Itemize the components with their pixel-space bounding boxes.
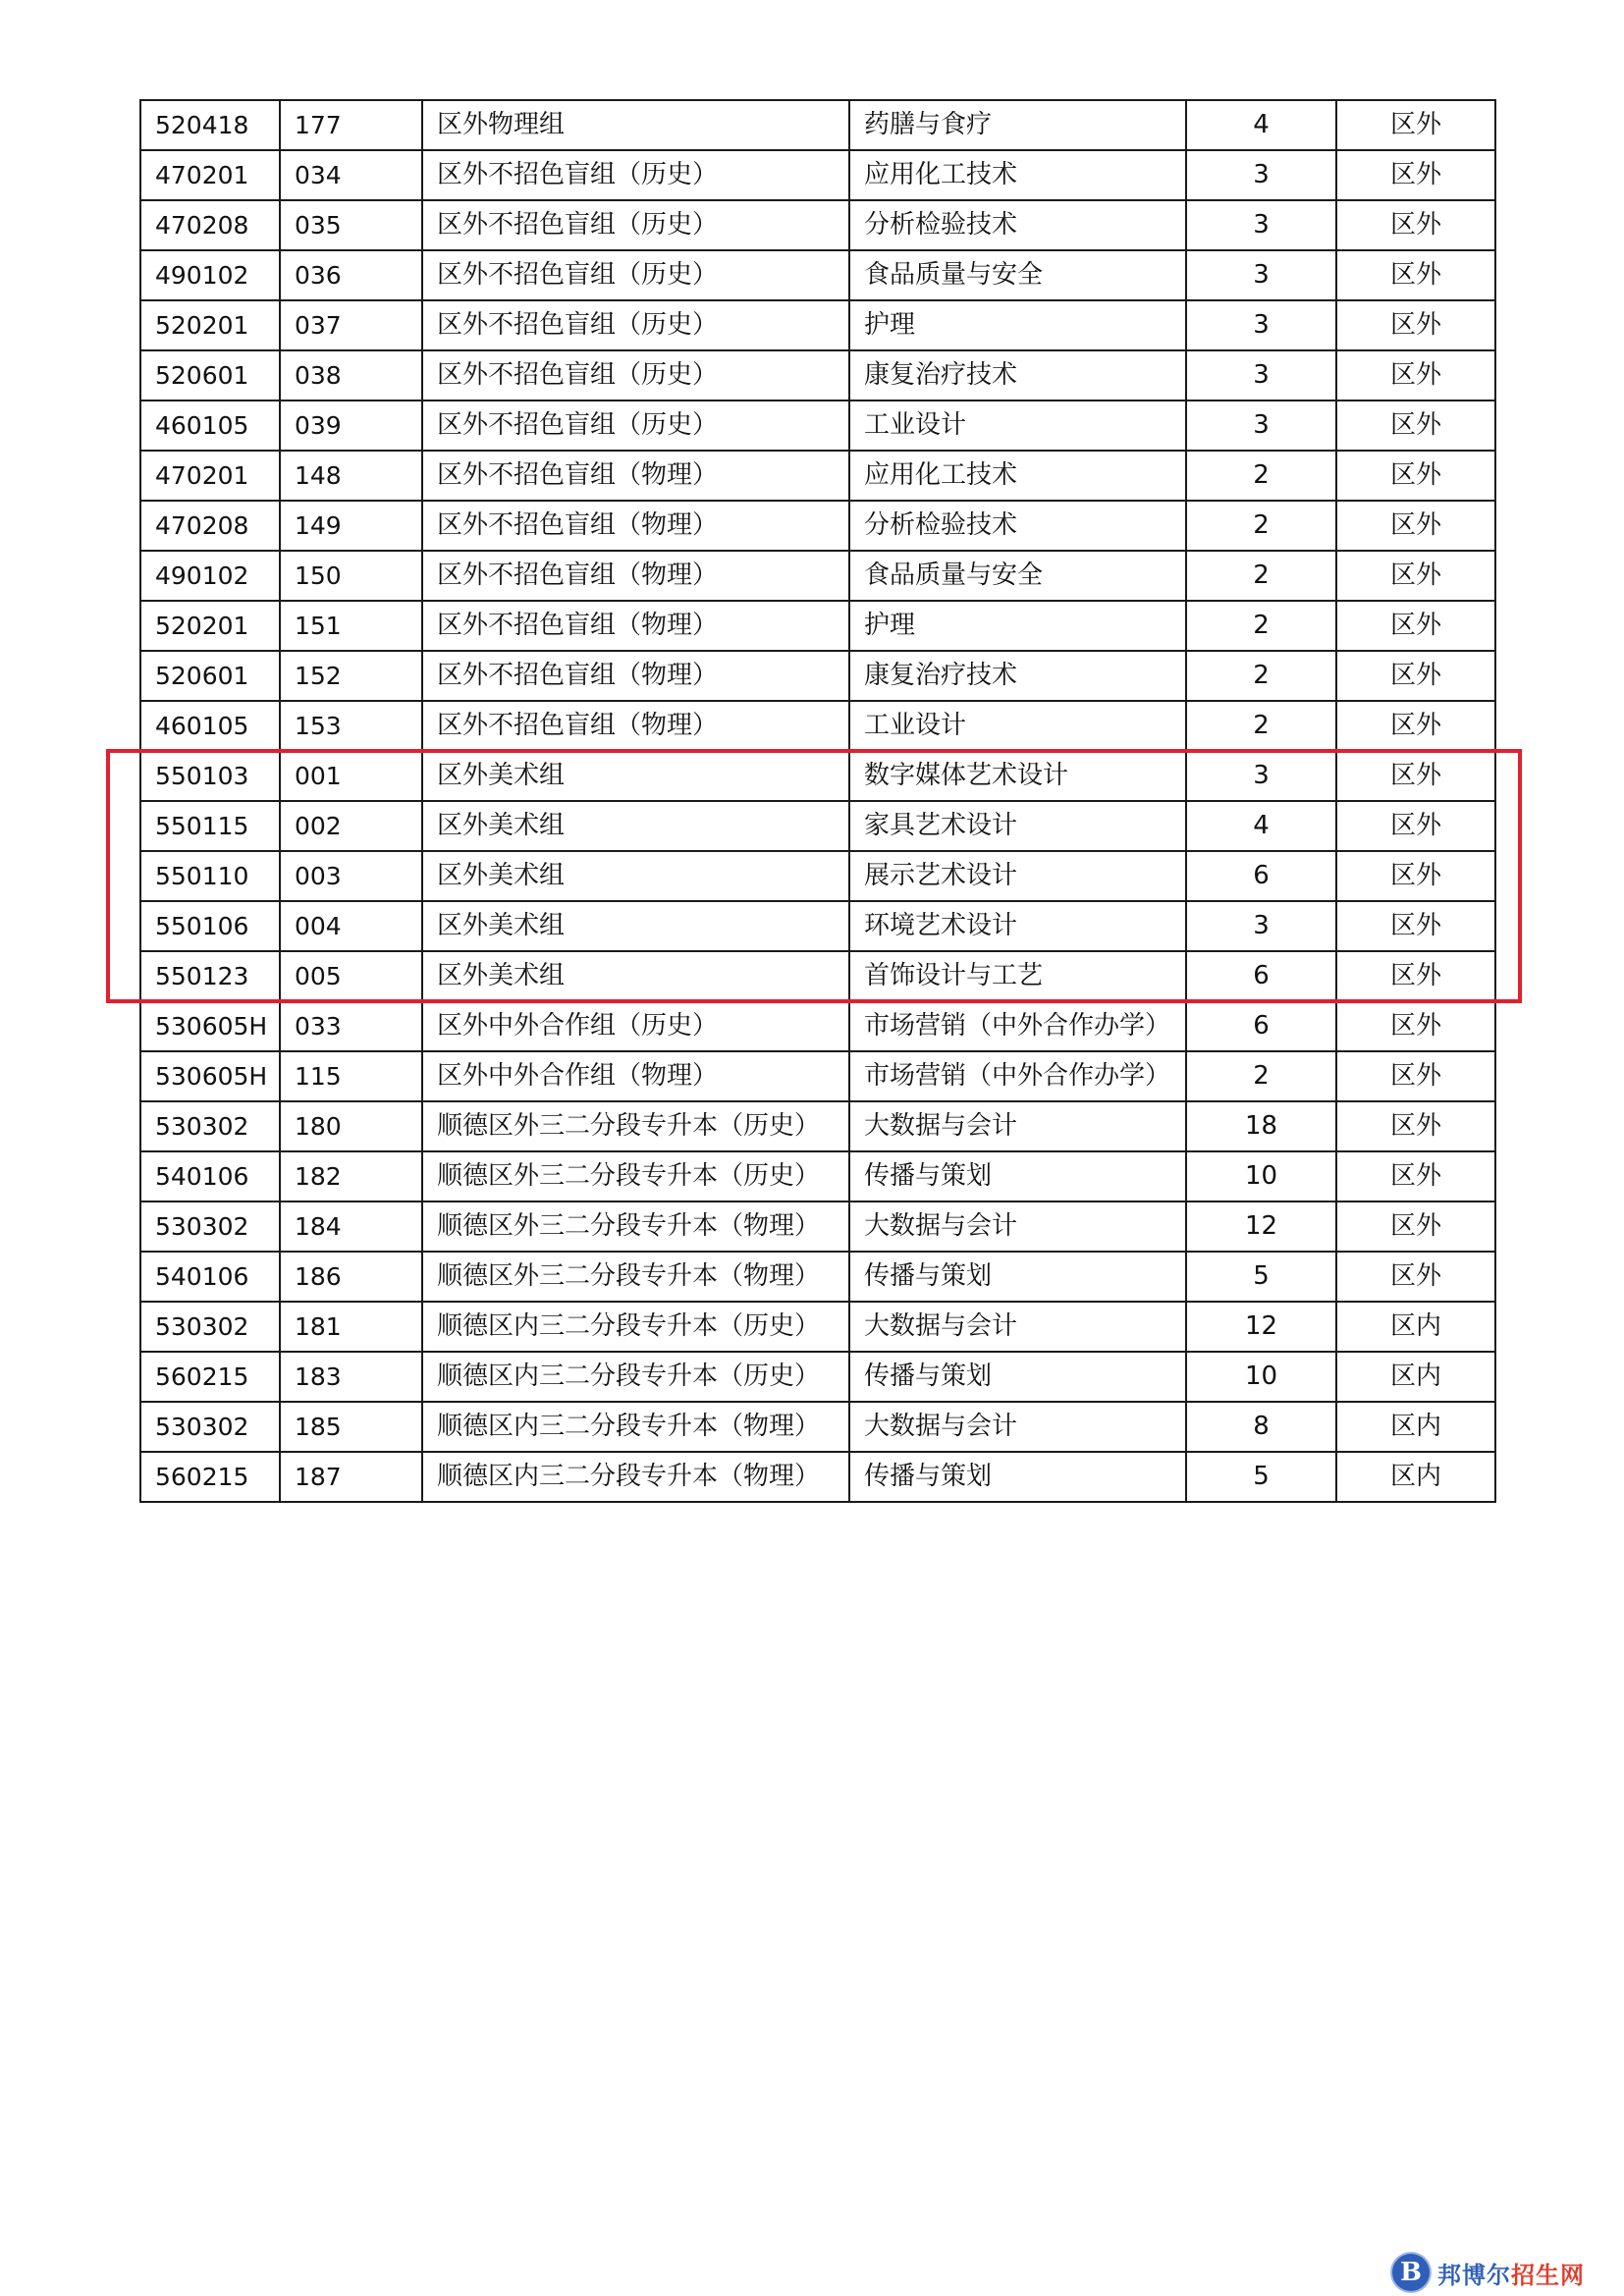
cell-group-code: 153 <box>280 701 422 751</box>
cell-group-code: 185 <box>280 1402 422 1452</box>
cell-plan-count: 3 <box>1186 350 1336 400</box>
table-row <box>140 951 1495 1001</box>
cell-major-name: 护理 <box>849 601 1186 651</box>
cell-group-code: 038 <box>280 350 422 400</box>
cell-plan-count: 3 <box>1186 150 1336 200</box>
cell-group-name: 顺德区外三二分段专升本（物理） <box>422 1252 849 1302</box>
cell-group-code: 034 <box>280 150 422 200</box>
cell-major-name: 药膳与食疗 <box>849 100 1186 150</box>
cell-group-code: 177 <box>280 100 422 150</box>
cell-group-code: 186 <box>280 1252 422 1302</box>
cell-group-name: 区外美术组 <box>422 951 849 1001</box>
table-row <box>140 1151 1495 1201</box>
cell-major-name: 数字媒体艺术设计 <box>849 751 1186 801</box>
cell-region: 区外 <box>1336 300 1495 350</box>
cell-region: 区外 <box>1336 200 1495 250</box>
cell-region: 区外 <box>1336 801 1495 851</box>
cell-major-name: 康复治疗技术 <box>849 350 1186 400</box>
cell-plan-count: 8 <box>1186 1402 1336 1452</box>
cell-group-name: 区外不招色盲组（物理） <box>422 551 849 601</box>
cell-group-code: 182 <box>280 1151 422 1201</box>
cell-group-name: 顺德区外三二分段专升本（历史） <box>422 1101 849 1151</box>
cell-major-name: 大数据与会计 <box>849 1402 1186 1452</box>
cell-major-code: 530302 <box>140 1402 280 1452</box>
cell-major-name: 传播与策划 <box>849 1352 1186 1402</box>
cell-plan-count: 3 <box>1186 200 1336 250</box>
cell-major-code: 460105 <box>140 701 280 751</box>
cell-group-name: 区外不招色盲组（历史） <box>422 150 849 200</box>
cell-major-name: 护理 <box>849 300 1186 350</box>
table-row <box>140 901 1495 951</box>
cell-region: 区外 <box>1336 951 1495 1001</box>
table-row <box>140 851 1495 901</box>
cell-group-code: 181 <box>280 1302 422 1352</box>
cell-group-name: 区外美术组 <box>422 851 849 901</box>
table-row <box>140 801 1495 851</box>
cell-plan-count: 3 <box>1186 901 1336 951</box>
cell-group-code: 001 <box>280 751 422 801</box>
table-row <box>140 300 1495 350</box>
cell-group-code: 184 <box>280 1201 422 1252</box>
cell-major-code: 530605H <box>140 1001 280 1051</box>
table-row <box>140 250 1495 300</box>
table-row <box>140 1452 1495 1502</box>
cell-major-name: 首饰设计与工艺 <box>849 951 1186 1001</box>
table-row <box>140 451 1495 501</box>
cell-plan-count: 3 <box>1186 300 1336 350</box>
cell-plan-count: 6 <box>1186 851 1336 901</box>
cell-group-code: 035 <box>280 200 422 250</box>
cell-region: 区内 <box>1336 1402 1495 1452</box>
cell-group-name: 区外美术组 <box>422 801 849 851</box>
cell-major-code: 520601 <box>140 350 280 400</box>
cell-major-code: 520418 <box>140 100 280 150</box>
cell-group-code: 180 <box>280 1101 422 1151</box>
cell-plan-count: 10 <box>1186 1151 1336 1201</box>
cell-group-name: 区外不招色盲组（物理） <box>422 601 849 651</box>
cell-group-name: 区外不招色盲组（物理） <box>422 451 849 501</box>
cell-plan-count: 5 <box>1186 1452 1336 1502</box>
cell-group-name: 顺德区内三二分段专升本（物理） <box>422 1402 849 1452</box>
cell-plan-count: 2 <box>1186 1051 1336 1101</box>
cell-major-code: 470208 <box>140 501 280 551</box>
cell-major-code: 540106 <box>140 1252 280 1302</box>
cell-major-name: 大数据与会计 <box>849 1302 1186 1352</box>
cell-group-name: 区外不招色盲组（历史） <box>422 350 849 400</box>
cell-group-name: 区外中外合作组（物理） <box>422 1051 849 1101</box>
table-row <box>140 501 1495 551</box>
cell-major-code: 530302 <box>140 1101 280 1151</box>
cell-region: 区内 <box>1336 1452 1495 1502</box>
b-circle-logo-icon: B <box>1392 2254 1430 2291</box>
cell-major-code: 460105 <box>140 400 280 451</box>
cell-region: 区外 <box>1336 1201 1495 1252</box>
cell-major-name: 应用化工技术 <box>849 150 1186 200</box>
cell-region: 区外 <box>1336 150 1495 200</box>
cell-group-code: 150 <box>280 551 422 601</box>
cell-region: 区外 <box>1336 100 1495 150</box>
cell-plan-count: 2 <box>1186 501 1336 551</box>
cell-major-code: 550110 <box>140 851 280 901</box>
cell-region: 区内 <box>1336 1302 1495 1352</box>
cell-region: 区内 <box>1336 1352 1495 1402</box>
cell-group-name: 区外不招色盲组（历史） <box>422 250 849 300</box>
cell-major-name: 家具艺术设计 <box>849 801 1186 851</box>
watermark-brand: 邦博尔 <box>1437 2261 1511 2289</box>
cell-group-name: 顺德区外三二分段专升本（历史） <box>422 1151 849 1201</box>
cell-major-code: 560215 <box>140 1352 280 1402</box>
cell-major-name: 传播与策划 <box>849 1252 1186 1302</box>
cell-group-name: 区外不招色盲组（历史） <box>422 400 849 451</box>
cell-group-name: 顺德区内三二分段专升本（历史） <box>422 1302 849 1352</box>
cell-major-code: 470201 <box>140 150 280 200</box>
table-row <box>140 1252 1495 1302</box>
table-body <box>140 100 1495 1502</box>
cell-major-name: 应用化工技术 <box>849 451 1186 501</box>
cell-group-name: 区外物理组 <box>422 100 849 150</box>
cell-major-code: 470201 <box>140 451 280 501</box>
cell-plan-count: 2 <box>1186 601 1336 651</box>
cell-major-code: 470208 <box>140 200 280 250</box>
cell-group-code: 039 <box>280 400 422 451</box>
cell-major-code: 540106 <box>140 1151 280 1201</box>
cell-group-name: 区外中外合作组（历史） <box>422 1001 849 1051</box>
cell-major-code: 490102 <box>140 551 280 601</box>
cell-group-name: 区外不招色盲组（历史） <box>422 200 849 250</box>
cell-region: 区外 <box>1336 851 1495 901</box>
cell-major-name: 大数据与会计 <box>849 1101 1186 1151</box>
cell-major-name: 传播与策划 <box>849 1151 1186 1201</box>
table-row <box>140 1101 1495 1151</box>
cell-plan-count: 2 <box>1186 551 1336 601</box>
cell-region: 区外 <box>1336 451 1495 501</box>
cell-major-code: 550103 <box>140 751 280 801</box>
table-row <box>140 1302 1495 1352</box>
cell-major-code: 530302 <box>140 1302 280 1352</box>
table-row <box>140 400 1495 451</box>
cell-group-code: 004 <box>280 901 422 951</box>
cell-plan-count: 3 <box>1186 250 1336 300</box>
cell-major-name: 分析检验技术 <box>849 501 1186 551</box>
cell-major-name: 康复治疗技术 <box>849 651 1186 701</box>
cell-region: 区外 <box>1336 751 1495 801</box>
cell-region: 区外 <box>1336 350 1495 400</box>
cell-group-name: 区外不招色盲组（历史） <box>422 300 849 350</box>
enrollment-plan-table <box>139 99 1496 1503</box>
table-row <box>140 551 1495 601</box>
cell-group-code: 033 <box>280 1001 422 1051</box>
cell-group-code: 152 <box>280 651 422 701</box>
cell-group-code: 151 <box>280 601 422 651</box>
cell-major-code: 560215 <box>140 1452 280 1502</box>
cell-region: 区外 <box>1336 1101 1495 1151</box>
cell-major-code: 550106 <box>140 901 280 951</box>
cell-region: 区外 <box>1336 551 1495 601</box>
cell-group-name: 顺德区内三二分段专升本（物理） <box>422 1452 849 1502</box>
cell-group-code: 036 <box>280 250 422 300</box>
cell-plan-count: 12 <box>1186 1302 1336 1352</box>
watermark-text <box>1437 2256 1585 2290</box>
cell-group-name: 区外美术组 <box>422 751 849 801</box>
cell-region: 区外 <box>1336 901 1495 951</box>
cell-group-code: 002 <box>280 801 422 851</box>
cell-region: 区外 <box>1336 1252 1495 1302</box>
cell-region: 区外 <box>1336 250 1495 300</box>
cell-group-code: 187 <box>280 1452 422 1502</box>
cell-major-name: 展示艺术设计 <box>849 851 1186 901</box>
cell-major-name: 环境艺术设计 <box>849 901 1186 951</box>
cell-plan-count: 3 <box>1186 751 1336 801</box>
table-row <box>140 651 1495 701</box>
table-row <box>140 200 1495 250</box>
cell-major-name: 市场营销（中外合作办学） <box>849 1051 1186 1101</box>
table-row <box>140 1051 1495 1101</box>
cell-group-name: 区外不招色盲组（物理） <box>422 701 849 751</box>
table-row <box>140 701 1495 751</box>
cell-region: 区外 <box>1336 1151 1495 1201</box>
cell-major-code: 520201 <box>140 601 280 651</box>
cell-major-name: 分析检验技术 <box>849 200 1186 250</box>
cell-major-name: 市场营销（中外合作办学） <box>849 1001 1186 1051</box>
cell-group-code: 183 <box>280 1352 422 1402</box>
cell-region: 区外 <box>1336 501 1495 551</box>
watermark <box>1392 2253 1585 2292</box>
cell-plan-count: 2 <box>1186 701 1336 751</box>
cell-group-code: 037 <box>280 300 422 350</box>
cell-region: 区外 <box>1336 701 1495 751</box>
cell-major-name: 工业设计 <box>849 400 1186 451</box>
cell-group-name: 区外美术组 <box>422 901 849 951</box>
cell-group-name: 顺德区内三二分段专升本（历史） <box>422 1352 849 1402</box>
cell-plan-count: 18 <box>1186 1101 1336 1151</box>
cell-plan-count: 4 <box>1186 100 1336 150</box>
cell-group-name: 区外不招色盲组（物理） <box>422 501 849 551</box>
cell-plan-count: 4 <box>1186 801 1336 851</box>
cell-major-code: 550123 <box>140 951 280 1001</box>
cell-group-code: 149 <box>280 501 422 551</box>
cell-group-code: 005 <box>280 951 422 1001</box>
table-row <box>140 350 1495 400</box>
table-row <box>140 100 1495 150</box>
cell-major-code: 530302 <box>140 1201 280 1252</box>
cell-group-code: 148 <box>280 451 422 501</box>
cell-plan-count: 3 <box>1186 400 1336 451</box>
cell-group-name: 区外不招色盲组（物理） <box>422 651 849 701</box>
cell-major-name: 大数据与会计 <box>849 1201 1186 1252</box>
cell-region: 区外 <box>1336 1051 1495 1101</box>
table-row <box>140 1201 1495 1252</box>
table-row <box>140 1352 1495 1402</box>
table-row <box>140 751 1495 801</box>
cell-plan-count: 5 <box>1186 1252 1336 1302</box>
cell-region: 区外 <box>1336 601 1495 651</box>
cell-plan-count: 12 <box>1186 1201 1336 1252</box>
cell-region: 区外 <box>1336 651 1495 701</box>
cell-region: 区外 <box>1336 1001 1495 1051</box>
cell-group-name: 顺德区外三二分段专升本（物理） <box>422 1201 849 1252</box>
cell-group-code: 115 <box>280 1051 422 1101</box>
cell-plan-count: 6 <box>1186 1001 1336 1051</box>
watermark-suffix: 招生网 <box>1511 2261 1585 2289</box>
cell-group-code: 003 <box>280 851 422 901</box>
cell-plan-count: 2 <box>1186 451 1336 501</box>
cell-plan-count: 2 <box>1186 651 1336 701</box>
cell-major-code: 550115 <box>140 801 280 851</box>
table-row <box>140 601 1495 651</box>
cell-major-name: 工业设计 <box>849 701 1186 751</box>
cell-plan-count: 6 <box>1186 951 1336 1001</box>
cell-region: 区外 <box>1336 400 1495 451</box>
cell-plan-count: 10 <box>1186 1352 1336 1402</box>
cell-major-code: 520601 <box>140 651 280 701</box>
cell-major-name: 食品质量与安全 <box>849 551 1186 601</box>
cell-major-name: 食品质量与安全 <box>849 250 1186 300</box>
table-row <box>140 1001 1495 1051</box>
cell-major-code: 530605H <box>140 1051 280 1101</box>
cell-major-name: 传播与策划 <box>849 1452 1186 1502</box>
cell-major-code: 490102 <box>140 250 280 300</box>
cell-major-code: 520201 <box>140 300 280 350</box>
table-row <box>140 1402 1495 1452</box>
table-row <box>140 150 1495 200</box>
